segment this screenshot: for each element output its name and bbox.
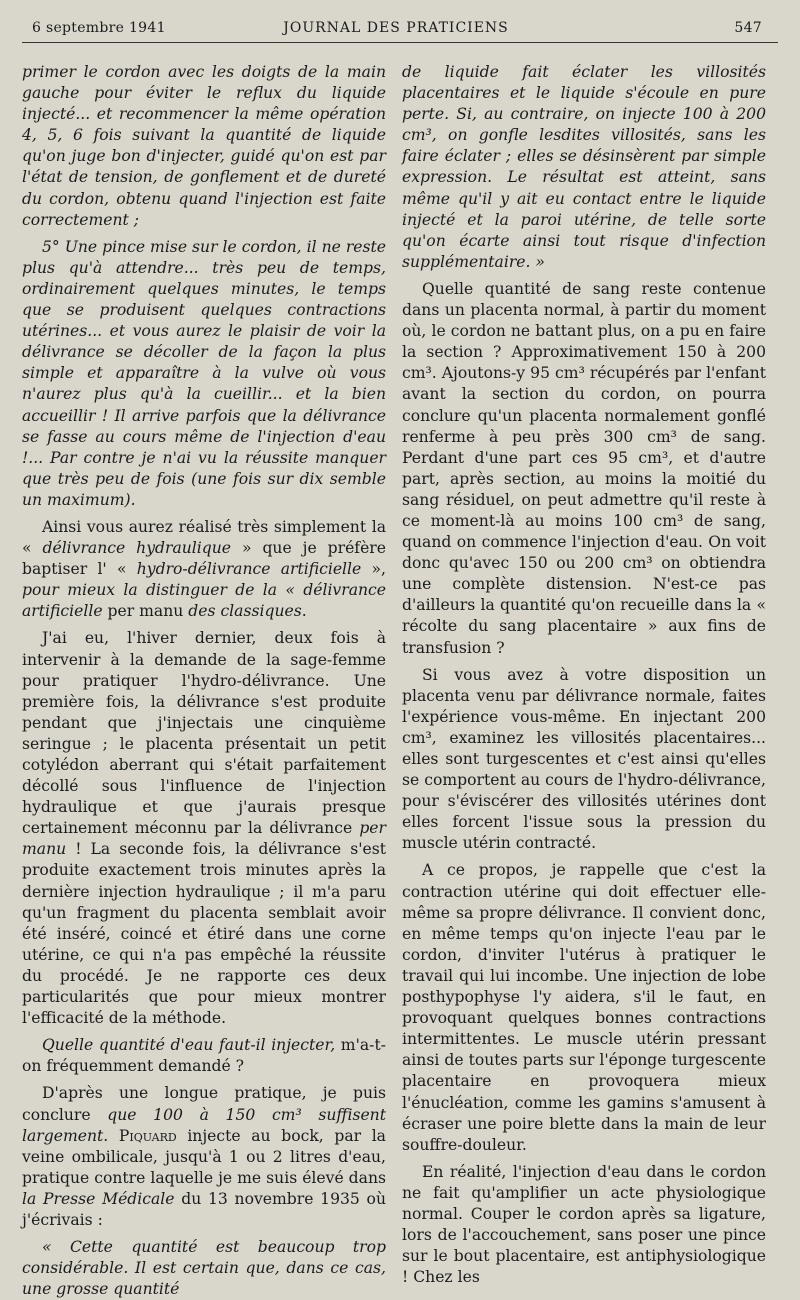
text-run-italic: hydro-délivrance artificielle	[136, 560, 362, 579]
left-column	[22, 62, 386, 1299]
text-run	[108, 1127, 119, 1145]
text-run-italic: que 100 à 150 cm³ suffisent largement.	[22, 1105, 386, 1145]
left-paragraph-2: 5° Une pince mise sur le cordon, il ne reste plus qu'à attendre... très peu de temps, ordinairement quelques minutes, le temps que se produisent quelques contractions utérines... et vous aurez le plaisir de voir la délivrance se décoller de la façon la plus simple et apparaître à la vulve où vous n'aurez plus qu'à la cueillir... et la bien accueillir ! Il arrive parfois que la délivrance se fasse au cours même de l'injection d'eau !... Par contre je n'ai vu la réussite manquer que très peu de fois (une fois sur dix semble un maximum).	[22, 237, 386, 509]
right-paragraph-1-quote: de liquide fait éclater les villosités placentaires et le liquide s'écoule en pure perte. Si, au contraire, on injecte 100 à 200 cm³, on gonfle lesdites villosités, sans les faire éclater ; elles se désinsèrent par simple expression. Le résultat est atteint, sans même qu'il y ait eu contact entre le liquide injecté et la paroi utérine, de telle sorte qu'on écarte ainsi tout risque d'infection supplémentaire. »	[402, 63, 766, 271]
text-run: injecte au bock, par la veine ombilicale, jusqu'à 1 ou 2 litres d'eau, pratique contre laquelle je me suis élevé dans	[22, 1126, 386, 1187]
author-name: Piquard	[118, 1126, 177, 1145]
text-run-italic: des classiques	[188, 602, 302, 621]
right-paragraph-2: Quelle quantité de sang reste contenue dans un placenta normal, à partir du moment où, le cordon ne battant plus, on a pu en faire la section ? Approximativement 150 à 200 cm³. Ajoutons-y 95 cm³ récupérés par l'enfant avant la section du cordon, on pourra conclure qu'un placenta normalement gonflé renferme à peu près 300 cm³ de sang. Perdant d'une part ces 95 cm³, et d'autre part, après section, au moins la moitié du sang résiduel, on peut admettre qu'il reste à ce moment-là au moins 100 cm³ de sang, quand on commence l'injection d'eau. On voit donc qu'avec 150 ou 200 cm³ on obtiendra une complète distension. N'est-ce pas d'ailleurs la quantité qu'on recueille dans la « récolte du sang placentaire » aux fins de transfusion ?	[402, 279, 766, 657]
left-paragraph-4	[22, 628, 386, 1029]
left-paragraph-1: primer le cordon avec les doigts de la main gauche pour éviter le reflux du liquide injecté... et recommencer la même opération 4, 5, 6 fois suivant la quantité de liquide qu'on juge bon d'injecter, guidé qu'on est par l'état de tension, de gonflement et de dureté du cordon, obtenu quand l'injection est faite correctement ;	[22, 63, 386, 229]
left-paragraph-6	[22, 1083, 386, 1231]
text-run: per manu	[102, 602, 189, 621]
header-date: 6 septembre 1941	[32, 20, 166, 36]
right-column	[402, 62, 766, 1287]
left-paragraph-7-quote: « Cette quantité est beaucoup trop considérable. Il est certain que, dans ce cas, une grosse quantité	[22, 1238, 386, 1299]
right-paragraph-3: Si vous avez à votre disposition un placenta venu par délivrance normale, faites l'expérience vous-même. En injectant 200 cm³, examinez les villosités placentaires... elles sont turgescentes et c'est ainsi qu'elles se comportent au cours de l'hydro-délivrance, pour s'éviscérer des villosités utérines dont elles forcent l'issue sous la pression du muscle utérin contracté.	[402, 665, 766, 853]
text-run: du 13 novembre 1935 où j'écrivais :	[22, 1189, 386, 1229]
text-run: »,	[361, 560, 386, 579]
header-rule	[22, 42, 778, 43]
text-run: Ainsi vous aurez réalisé très simplement la «	[22, 517, 386, 558]
left-paragraph-3	[22, 517, 386, 622]
header-journal-title: JOURNAL DES PRATICIENS	[283, 20, 509, 36]
text-run-italic: la Presse Médicale	[22, 1189, 175, 1208]
text-run-italic: délivrance hydraulique	[42, 539, 232, 558]
text-run: D'après une longue pratique, je puis conclure	[22, 1084, 386, 1124]
right-paragraph-5: En réalité, l'injection d'eau dans le cordon ne fait qu'amplifier un acte physiologique normal. Couper le cordon après sa ligature, lors de l'accouchement, sans poser une pince sur le bout placentaire, est antiphysiologique ! Chez les	[402, 1162, 766, 1287]
text-run: ! La seconde fois, la délivrance s'est produite exactement trois minutes après la dernière injection hydraulique ; il m'a paru qu'un fragment du placenta semblait avoir été inséré, coincé et étiré dans une corne utérine, ce qui n'a pas empêché la réussite du procédé. Je ne rapporte ces deux particularités que pour mieux montrer l'efficacité de la méthode.	[22, 840, 386, 1028]
right-paragraph-4: A ce propos, je rappelle que c'est la contraction utérine qui doit effectuer elle-même sa propre délivrance. Il convient donc, en même temps qu'on injecte l'eau par le cordon, d'inviter l'utérus à pratiquer le travail qui lui incombe. Une injection de lobe posthypophyse l'y aidera, s'il le faut, en provoquant quelques bonnes contractions intermittentes. Le muscle utérin pressant ainsi de toutes parts sur l'éponge turgescente placentaire en provoquera mieux l'énucléation, comme les gamins s'amusent à écraser une poire blette dans la main de leur souffre-douleur.	[402, 861, 766, 1154]
text-run: m'a-t-on fréquemment demandé ?	[22, 1036, 386, 1076]
left-paragraph-5	[22, 1035, 386, 1077]
text-run: J'ai eu, l'hiver dernier, deux fois à intervenir à la demande de la sage-femme pour pratiquer l'hydro-délivrance. Une première fois, la délivrance s'est produite pendant que j'injectais une cinquième seringue ; le placenta présentait un petit cotylédon aberrant qui s'était parfaitement décollé sous l'influence de l'injection hydraulique et que j'aurais presque certainement méconnu par la délivrance	[22, 629, 386, 838]
text-run-italic: per manu	[22, 819, 386, 859]
running-header	[22, 16, 770, 42]
text-run: .	[301, 602, 307, 621]
text-run-italic: pour mieux la distinguer de la « délivrance artificielle	[22, 581, 386, 621]
header-page-number: 547	[734, 20, 762, 36]
text-run: » que je préfère baptiser l' «	[22, 539, 386, 579]
text-run-italic: Quelle quantité d'eau faut-il injecter,	[42, 1036, 336, 1055]
